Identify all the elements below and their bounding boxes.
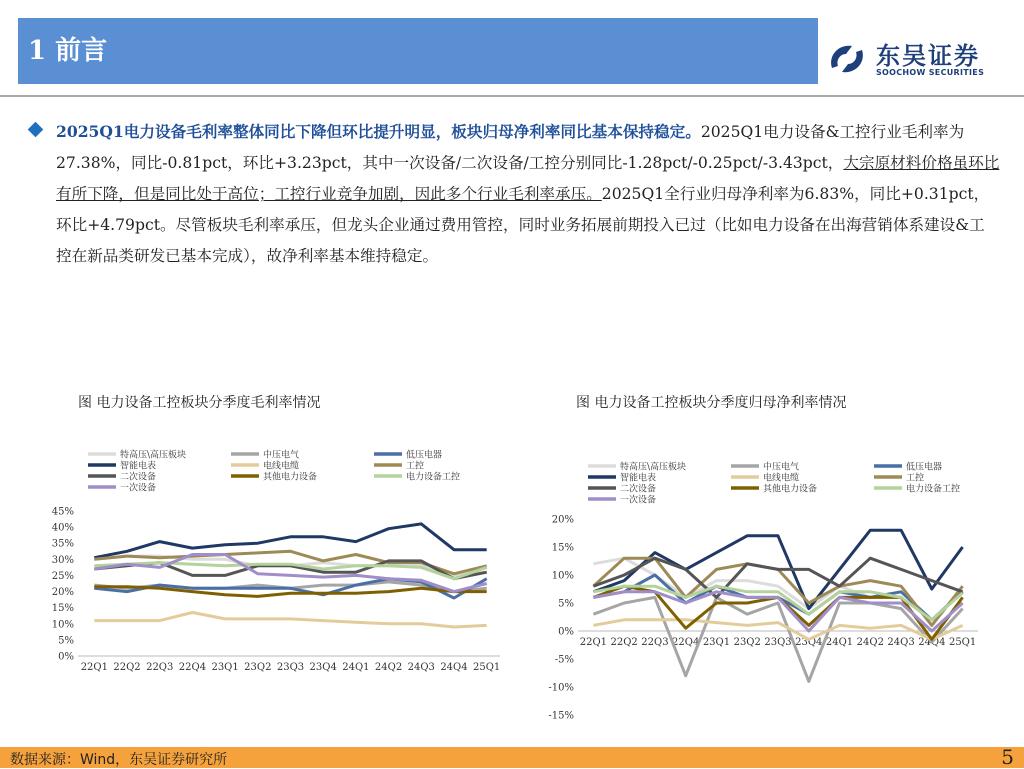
y-tick-label: -10% bbox=[548, 682, 574, 694]
gross-margin-chart bbox=[30, 440, 500, 690]
legend-label-5: 工控 bbox=[906, 473, 925, 484]
legend-label-3: 智能电表 bbox=[120, 461, 157, 472]
page-title: 1 前言 bbox=[28, 36, 108, 66]
y-tick-label: -15% bbox=[548, 710, 574, 722]
x-tick-label: 23Q4 bbox=[309, 662, 337, 673]
x-tick-label: 22Q3 bbox=[641, 637, 669, 648]
x-tick-label: 23Q3 bbox=[276, 662, 305, 673]
x-tick-label: 22Q1 bbox=[80, 662, 108, 673]
brand-logo bbox=[826, 34, 1006, 82]
x-tick-label: 24Q4 bbox=[440, 662, 468, 673]
legend-label-4: 电线电缆 bbox=[263, 461, 300, 472]
y-tick-label: 45% bbox=[51, 506, 74, 518]
y-tick-label: 10% bbox=[51, 619, 74, 631]
x-tick-label: 24Q3 bbox=[407, 662, 435, 673]
x-tick-label: 22Q2 bbox=[113, 662, 141, 673]
x-tick-label: 24Q2 bbox=[374, 662, 403, 673]
brand-name: 东吴证券 bbox=[876, 42, 980, 70]
y-tick-label: 15% bbox=[51, 603, 74, 615]
y-tick-label: -5% bbox=[554, 654, 574, 666]
y-tick-label: 30% bbox=[51, 554, 74, 566]
x-tick-label: 22Q4 bbox=[672, 637, 700, 648]
x-tick-label: 23Q1 bbox=[702, 637, 731, 648]
y-tick-label: 20% bbox=[551, 514, 574, 526]
legend-label-7: 其他电力设备 bbox=[763, 484, 818, 495]
brand-subtitle: SOOCHOW SECURITIES bbox=[876, 68, 985, 77]
x-tick-label: 24Q1 bbox=[825, 637, 854, 648]
legend-label-0: 特高压\高压板块 bbox=[120, 450, 187, 461]
x-tick-label: 24Q2 bbox=[856, 637, 884, 648]
page-number: 5 bbox=[1001, 745, 1014, 769]
y-tick-label: 0% bbox=[558, 626, 574, 638]
legend-label-6: 二次设备 bbox=[120, 472, 157, 483]
chart-title-gross-margin: 图 电力设备工控板块分季度毛利率情况 bbox=[78, 395, 321, 411]
x-tick-label: 25Q1 bbox=[473, 662, 500, 673]
legend-label-3: 智能电表 bbox=[620, 473, 657, 484]
x-tick-label: 22Q2 bbox=[610, 637, 638, 648]
x-tick-label: 23Q2 bbox=[244, 662, 272, 673]
y-tick-label: 5% bbox=[558, 598, 574, 610]
x-tick-label: 24Q3 bbox=[887, 637, 915, 648]
legend-label-7: 其他电力设备 bbox=[263, 472, 318, 483]
data-source: 数据来源：Wind，东吴证券研究所 bbox=[10, 752, 228, 768]
y-tick-label: 25% bbox=[51, 570, 74, 582]
footer-bar bbox=[0, 747, 1024, 768]
legend-label-0: 特高压\高压板块 bbox=[620, 462, 687, 473]
summary-text-2: 2025Q1全行业归母净利率为6.83%，同比+0.31pct，环比+4.79pct。尽管板块毛利率承压，但龙头企业通过费用管控，同时业务拓展前期投入已过（比如电力设备在出海营销体系建设&工控在新品类研发已基本完成），故净利率基本维持稳定。 bbox=[56, 185, 990, 265]
x-tick-label: 24Q1 bbox=[342, 662, 370, 673]
legend-label-9: 一次设备 bbox=[120, 483, 157, 494]
y-tick-label: 5% bbox=[58, 635, 74, 647]
legend-label-5: 工控 bbox=[406, 461, 425, 472]
summary-highlight: 2025Q1电力设备毛利率整体同比下降但环比提升明显，板块归母净利率同比基本保持稳定。 bbox=[56, 122, 701, 141]
series-line-4 bbox=[94, 613, 486, 628]
summary-paragraph bbox=[56, 116, 1000, 272]
legend-label-8: 电力设备工控 bbox=[406, 472, 461, 483]
x-tick-label: 23Q1 bbox=[211, 662, 239, 673]
x-tick-label: 25Q1 bbox=[948, 637, 977, 648]
x-tick-label: 22Q1 bbox=[579, 637, 608, 648]
legend-label-2: 低压电器 bbox=[406, 450, 443, 461]
soochow-logo-icon bbox=[826, 38, 868, 80]
y-tick-label: 0% bbox=[58, 651, 74, 663]
legend-label-9: 一次设备 bbox=[620, 495, 657, 506]
legend-label-6: 二次设备 bbox=[620, 484, 657, 495]
legend-label-1: 中压电气 bbox=[263, 450, 300, 461]
y-tick-label: 40% bbox=[51, 522, 74, 534]
y-tick-label: 15% bbox=[551, 542, 574, 554]
y-tick-label: 20% bbox=[51, 587, 74, 599]
y-tick-label: 35% bbox=[51, 538, 74, 550]
chart-title-net-margin: 图 电力设备工控板块分季度归母净利率情况 bbox=[576, 395, 847, 411]
summary-underlined: 大宗原材料价格虽环比有所下降，但是同比处于高位；工控行业竞争加剧，因此多个行业毛利率承压。 bbox=[56, 154, 1000, 203]
chart-legend bbox=[588, 461, 960, 506]
x-tick-label: 24Q4 bbox=[918, 637, 946, 648]
legend-label-2: 低压电器 bbox=[906, 462, 943, 473]
x-tick-label: 22Q3 bbox=[146, 662, 174, 673]
legend-label-4: 电线电缆 bbox=[763, 473, 800, 484]
summary-text-1: 2025Q1电力设备&工控行业毛利率为27.38%，同比-0.81pct，环比+3.23pct，其中一次设备/二次设备/工控分别同比-1.28pct/-0.25pct/-3.43pct， bbox=[56, 123, 965, 172]
legend-label-1: 中压电气 bbox=[763, 462, 800, 473]
y-tick-label: 10% bbox=[551, 570, 574, 582]
header-bar bbox=[18, 18, 818, 84]
x-tick-label: 22Q4 bbox=[178, 662, 207, 673]
legend-label-8: 电力设备工控 bbox=[906, 484, 961, 495]
x-tick-label: 23Q2 bbox=[733, 637, 761, 648]
bullet-diamond-icon bbox=[28, 122, 44, 138]
chart-legend bbox=[88, 449, 460, 494]
header-divider bbox=[0, 95, 1024, 97]
x-tick-label: 23Q4 bbox=[795, 637, 823, 648]
net-margin-chart bbox=[530, 452, 1000, 728]
x-tick-label: 23Q3 bbox=[764, 637, 792, 648]
